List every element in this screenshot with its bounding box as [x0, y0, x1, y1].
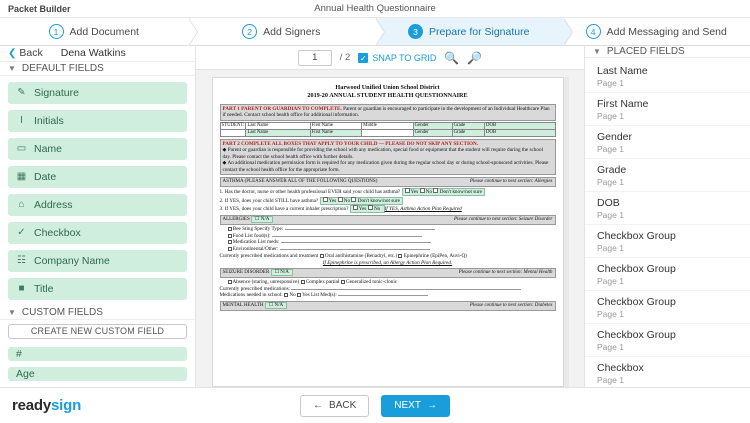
step-number: 4	[586, 24, 601, 39]
page-number-input[interactable]	[298, 50, 332, 66]
page-total-label: / 2	[339, 52, 351, 63]
fields-panel-header	[0, 46, 195, 62]
checkbox-icon[interactable]	[353, 205, 358, 210]
placed-field-name: Last Name	[597, 65, 648, 77]
placed-field-name: Checkbox Group	[597, 230, 676, 242]
custom-fields-header[interactable]	[0, 306, 195, 320]
back-button[interactable]	[300, 395, 369, 417]
checkbox-icon[interactable]	[420, 188, 425, 193]
field-label: Name	[34, 142, 63, 155]
checkbox-icon[interactable]	[228, 227, 232, 231]
back-to-signers-link[interactable]	[8, 47, 43, 59]
chevron-down-icon: ▼	[8, 63, 16, 73]
allergy-item-environmental: Environmental/Other:	[220, 246, 556, 253]
checkbox-icon[interactable]	[228, 240, 232, 244]
field-company-name[interactable]	[8, 250, 187, 272]
step-number: 1	[49, 24, 64, 39]
part1-band	[220, 104, 556, 121]
placed-field-page: Page 1	[597, 78, 624, 88]
placed-field-page: Page 1	[597, 309, 624, 319]
student-blank	[220, 129, 246, 136]
document-scroll-area[interactable]	[196, 70, 584, 387]
placed-grade[interactable]: Grade	[452, 129, 484, 136]
step-prepare-for-signature[interactable]	[375, 18, 563, 45]
placed-field-page: Page 1	[597, 210, 624, 220]
placed-field-page: Page 1	[597, 177, 624, 187]
field-label: Company Name	[34, 254, 110, 267]
document-preview-panel	[196, 46, 584, 387]
list-item[interactable]	[585, 225, 750, 258]
zoom-out-icon[interactable]: 🔍	[444, 50, 460, 65]
checkbox-icon[interactable]	[297, 293, 301, 297]
step-add-messaging-and-send[interactable]	[563, 18, 750, 45]
calendar-icon: ▦	[16, 171, 27, 183]
placed-field-page: Page 1	[597, 375, 624, 385]
asthma-q3: 3. If YES, does your child have a current inhaler prescription?	[219, 206, 349, 213]
epinephrine-note: If Epinephrine is prescribed, an Allergy Action Plan Required.	[322, 259, 453, 266]
seizure-heading: SEIZURE DISORDER ☐ N/A	[223, 270, 293, 276]
default-fields-header[interactable]	[0, 62, 195, 76]
asthma-next-note: Please continue to next section: Allergies	[469, 179, 553, 185]
placed-field-page: Page 1	[597, 144, 624, 154]
custom-fields-label: CUSTOM FIELDS	[21, 306, 103, 318]
document-page[interactable]	[212, 77, 564, 387]
checkbox-icon[interactable]	[433, 188, 438, 193]
field-title[interactable]	[8, 278, 187, 300]
document-toolbar	[196, 46, 584, 70]
fields-panel	[0, 46, 196, 387]
checkbox-icon[interactable]	[320, 254, 324, 258]
field-checkbox[interactable]	[8, 222, 187, 244]
address-icon: ⌂	[18, 199, 25, 211]
asthma-header	[220, 177, 556, 187]
step-label: Prepare for Signature	[429, 25, 530, 38]
field-label: Date	[34, 170, 57, 183]
field-label: Title	[34, 282, 54, 295]
placed-field-name: Gender	[597, 131, 633, 143]
list-item[interactable]	[585, 159, 750, 192]
placed-field-name: Checkbox Group	[597, 329, 676, 341]
list-item[interactable]	[585, 93, 750, 126]
placed-field-name: Checkbox Group	[597, 296, 676, 308]
placed-field-page: Page 1	[597, 342, 624, 352]
top-bar	[0, 0, 750, 18]
mental-health-heading: MENTAL HEALTH ☐ N/A	[223, 303, 288, 309]
briefcase-icon: ■	[18, 283, 25, 295]
asthma-heading: ASTHMA (PLEASE ANSWER ALL OF THE FOLLOWING QUESTIONS)	[222, 179, 378, 185]
checkbox-icon[interactable]	[338, 197, 343, 202]
field-initials[interactable]	[8, 110, 187, 132]
zoom-in-icon[interactable]: 🔎	[467, 50, 483, 65]
col-first-name: First Name	[310, 122, 361, 129]
checkbox-icon[interactable]	[228, 234, 232, 238]
part1-text: Parent or guardian is encouraged to participate in the development of an Individual Healthcare Plan if needed. Contact school health office for additional information.	[222, 105, 550, 119]
seizure-meds-row: Currently prescribed medications:	[220, 286, 556, 293]
arrow-left-icon: ←	[313, 400, 324, 411]
field-date[interactable]	[8, 166, 187, 188]
asthma-q2-row	[220, 197, 556, 205]
checkbox-icon[interactable]	[284, 293, 288, 297]
mental-na-checkbox[interactable]: ☐ N/A	[265, 302, 287, 309]
step-navigation	[0, 18, 750, 46]
seizure-school-row: Medications needed in school: No Yes List Med(s):	[220, 292, 556, 299]
step-number: 2	[242, 24, 257, 39]
checkbox-icon[interactable]	[228, 280, 232, 284]
asthma-q3-answers[interactable]: Yes No	[350, 205, 385, 213]
field-label: Signature	[34, 86, 79, 99]
middle-blank	[362, 129, 414, 136]
field-signature[interactable]	[8, 82, 187, 104]
back-button-label: BACK	[329, 400, 357, 411]
step-label: Add Messaging and Send	[606, 25, 727, 38]
checkbox-icon[interactable]	[368, 205, 373, 210]
step-label: Add Document	[69, 25, 139, 38]
allergy-item-food: Food List food(s):	[220, 233, 556, 240]
building-icon: ☷	[17, 255, 26, 267]
placed-fields-panel	[584, 46, 750, 387]
checkbox-icon: ✓	[359, 53, 367, 63]
placed-field-name: Checkbox	[597, 362, 644, 374]
col-dob: DOB	[485, 122, 555, 129]
checkbox-icon: ✓	[17, 227, 26, 239]
asthma-q2: 2. If YES, does your child STILL have asthma?	[219, 197, 319, 204]
document-heading	[220, 84, 556, 101]
list-item[interactable]	[585, 126, 750, 159]
field-label: Initials	[34, 114, 64, 127]
mental-health-header	[220, 301, 556, 311]
allergies-na-checkbox[interactable]: ☐ N/A	[251, 216, 273, 223]
next-button-label: NEXT	[394, 400, 421, 411]
placed-last-name[interactable]: Last Name	[246, 129, 310, 136]
form-name: 2019-20 ANNUAL STUDENT HEALTH QUESTIONNAIRE	[307, 92, 468, 100]
district-name: Harwood Unified Union School District	[335, 84, 440, 91]
main-area	[0, 46, 750, 387]
brand-sign: sign	[51, 397, 82, 414]
part2-band	[220, 139, 556, 176]
allergy-item-bee: Bee Sting Specify Type:	[220, 226, 556, 233]
seizure-header	[220, 268, 556, 278]
placed-field-name: First Name	[597, 98, 649, 110]
asthma-action-plan-note: If YES, Asthma Action Plan Required	[384, 206, 462, 213]
snap-to-grid-toggle[interactable]	[358, 53, 436, 63]
allergy-meds-row: Currently prescribed medications and treatment Oral antihistamine (Benadryl, etc.) Epinephrine (EpiPen, Auvi-Q)	[219, 253, 467, 260]
packet-builder-label: Packet Builder	[8, 3, 71, 14]
col-grade: Grade	[452, 122, 484, 129]
student-label: STUDENT:	[221, 122, 245, 128]
placed-field-page: Page 1	[597, 111, 624, 121]
list-item[interactable]	[585, 357, 750, 390]
placed-field-page: Page 1	[597, 243, 624, 253]
student-info-table	[220, 122, 556, 137]
list-item[interactable]	[585, 60, 750, 93]
seizure-next-note: Please continue to next section: Mental Health	[458, 270, 553, 276]
placed-field-page: Page 1	[597, 276, 624, 286]
part2-bullet-1: ◆ Parent or guardian is responsible for providing the school with any medication, special food or equipment that the student will require during the school day. Please contact the school health office with further details.	[222, 147, 544, 160]
back-label: Back	[19, 47, 43, 60]
initials-icon: I	[20, 115, 23, 127]
step-add-signers[interactable]	[188, 18, 376, 45]
list-item[interactable]	[585, 324, 750, 357]
asthma-q1-row	[220, 188, 556, 196]
footer-buttons	[0, 395, 750, 417]
list-item[interactable]	[585, 291, 750, 324]
step-number: 3	[408, 24, 423, 39]
col-middle: Middle	[362, 122, 414, 129]
col-last-name: Last Name	[246, 122, 310, 129]
checkbox-icon[interactable]	[301, 280, 305, 284]
seizure-na-checkbox[interactable]: ☐ N/A	[271, 269, 293, 276]
seizure-options: Absence (staring, unresponsive) Complex partial Generalized tonic-clonic	[220, 279, 556, 286]
checkbox-icon[interactable]	[228, 247, 232, 251]
field-label: Checkbox	[34, 226, 81, 239]
list-item[interactable]	[585, 258, 750, 291]
brand-ready: ready	[12, 397, 52, 414]
placed-fields-header[interactable]	[585, 46, 750, 58]
placed-dob[interactable]: DOB	[485, 129, 555, 136]
step-label: Add Signers	[263, 25, 321, 38]
signature-icon: ✎	[17, 87, 26, 99]
checkbox-icon[interactable]	[351, 197, 356, 202]
footer	[0, 387, 750, 423]
mental-next-note: Please continue to next section: Diabetes	[469, 302, 553, 308]
checkbox-icon[interactable]	[398, 254, 402, 258]
checkbox-icon[interactable]	[341, 280, 345, 284]
snap-to-grid-label: SNAP TO GRID	[372, 52, 437, 63]
step-add-document[interactable]	[0, 18, 188, 45]
asthma-q1: 1. Has the doctor, nurse or other health professional EVER said your child has asthma?	[219, 189, 401, 196]
field-name[interactable]	[8, 138, 187, 160]
field-address[interactable]	[8, 194, 187, 216]
placed-field-name: Grade	[597, 164, 627, 176]
checkbox-icon[interactable]	[323, 197, 328, 202]
document-title: Annual Health Questionnaire	[314, 3, 436, 14]
default-fields-list	[0, 76, 195, 306]
placed-field-name: DOB	[597, 197, 620, 209]
placed-fields-label: PLACED FIELDS	[606, 46, 685, 57]
name-icon: ▭	[16, 143, 27, 155]
placed-first-name[interactable]: First Name	[310, 129, 361, 136]
col-gender: Gender	[413, 122, 452, 129]
part2-bullet-2: ◆ An additional medication permission form is required for any medication given during the regular school day or during school-sponsored activities. Please contact the school health office for the appropriate form.	[222, 160, 549, 173]
chevron-down-icon: ▼	[8, 307, 16, 317]
chevron-left-icon: ❮	[8, 47, 17, 59]
field-label: Address	[34, 198, 73, 211]
allergies-heading: ALLERGIES ☐ N/A	[223, 217, 274, 223]
placed-gender[interactable]: Gender	[413, 129, 452, 136]
asthma-q2-answers[interactable]: Yes No Don't know/not sure	[320, 197, 403, 205]
asthma-q3-row	[220, 205, 556, 213]
placed-field-name: Checkbox Group	[597, 263, 676, 275]
asthma-q1-answers[interactable]: Yes No Don't know/not sure	[402, 188, 485, 196]
create-new-custom-field-button[interactable]: CREATE NEW CUSTOM FIELD	[8, 324, 187, 339]
current-signer-name: Dena Watkins	[60, 47, 126, 60]
checkbox-icon[interactable]	[405, 188, 410, 193]
part2-heading: PART 2 COMPLETE ALL BOXES THAT APPLY TO YOUR CHILD — PLEASE DO NOT SKIP ANY SECTION.	[222, 140, 479, 147]
arrow-right-icon: →	[426, 400, 437, 411]
allergy-item-medication: Medication List meds:	[220, 239, 556, 246]
custom-field-age[interactable]: Age	[8, 367, 187, 381]
document-scrollbar[interactable]	[564, 77, 569, 387]
next-button[interactable]	[381, 395, 450, 417]
list-item[interactable]	[585, 192, 750, 225]
default-fields-label: DEFAULT FIELDS	[21, 62, 104, 74]
placed-fields-list[interactable]	[585, 58, 750, 390]
allergies-next-note: Please continue to next section: Seizure Disorder	[454, 216, 553, 222]
custom-field-hash[interactable]: #	[8, 347, 187, 361]
chevron-down-icon: ▼	[593, 47, 601, 56]
part1-heading: PART 1 PARENT OR GUARDIAN TO COMPLETE.	[222, 105, 342, 112]
allergies-header	[220, 215, 556, 225]
